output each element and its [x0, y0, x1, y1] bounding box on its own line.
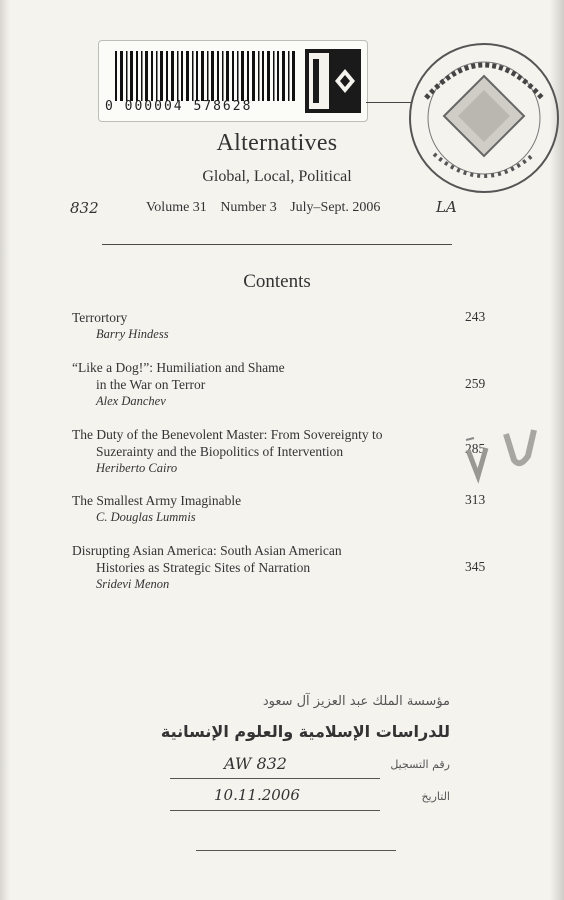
contents-heading: Contents: [243, 271, 311, 292]
toc-entry-author: Heriberto Cairo: [96, 461, 178, 475]
issue-number: Number 3: [220, 200, 277, 215]
barcode-number: 0 000004 578628: [105, 99, 253, 114]
toc-entry: [72, 309, 492, 343]
stamp-institution-line1: مؤسسة الملك عبد العزيز آل سعود: [262, 694, 450, 709]
handwritten-note-left: 832: [70, 199, 99, 217]
toc-entry: [72, 542, 492, 593]
toc-entry: [72, 359, 492, 410]
toc-entry-author: Barry Hindess: [96, 327, 169, 341]
toc-entry-author: Alex Danchev: [96, 394, 166, 408]
issue-volume: Volume 31: [146, 200, 207, 215]
journal-title: Alternatives: [216, 130, 338, 156]
toc-entry-page: 259: [465, 376, 486, 391]
toc-entry-author: Sridevi Menon: [96, 577, 170, 591]
toc-entry-page: 345: [465, 559, 486, 574]
toc-entry-page: 313: [465, 492, 486, 507]
handwritten-note-right: LA: [436, 198, 457, 216]
toc-entry-title: The Smallest Army Imaginable: [72, 493, 242, 508]
toc-entry-page: 285: [465, 441, 486, 456]
toc-entry-title: “Like a Dog!”: Humiliation and Shame: [72, 360, 285, 375]
stamp-registration-label: رقم التسجيل: [390, 758, 450, 771]
stamp-line: [170, 778, 380, 779]
toc-entry-title: Disrupting Asian America: South Asian American: [72, 543, 342, 558]
pencil-mark-icon: [462, 420, 562, 490]
stamp-date-label: التاريخ: [421, 790, 450, 803]
issue-date: July–Sept. 2006: [290, 200, 381, 215]
header-divider: [102, 244, 452, 245]
registration-number: AW 832: [224, 754, 287, 773]
stamp-line: [170, 810, 380, 811]
journal-subtitle: Global, Local, Political: [202, 168, 352, 185]
toc-entry: [72, 492, 492, 526]
registration-date: 10.11.2006: [214, 786, 300, 804]
barcode-sticker: [98, 40, 368, 122]
toc-entry-author: C. Douglas Lummis: [96, 510, 196, 524]
toc-entry-title: Terrortory: [72, 310, 128, 325]
toc-entry-title: The Duty of the Benevolent Master: From Sovereignty to: [72, 427, 383, 442]
stamp-institution-line2: للدراسات الإسلامية والعلوم الإنسانية: [160, 722, 450, 741]
toc-entry-title-continued: in the War on Terror: [96, 377, 206, 392]
stamp-line: [196, 850, 396, 851]
toc-entry-title-continued: Suzerainty and the Biopolitics of Intervention: [96, 444, 344, 459]
toc-entry-title-continued: Histories as Strategic Sites of Narration: [96, 560, 311, 575]
library-logo-icon: [305, 49, 361, 113]
toc-entry: [72, 426, 492, 477]
registration-stamp: [150, 688, 450, 858]
barcode-icon: [113, 51, 299, 101]
toc-entry-page: 243: [465, 309, 486, 324]
issue-line: [146, 200, 390, 216]
